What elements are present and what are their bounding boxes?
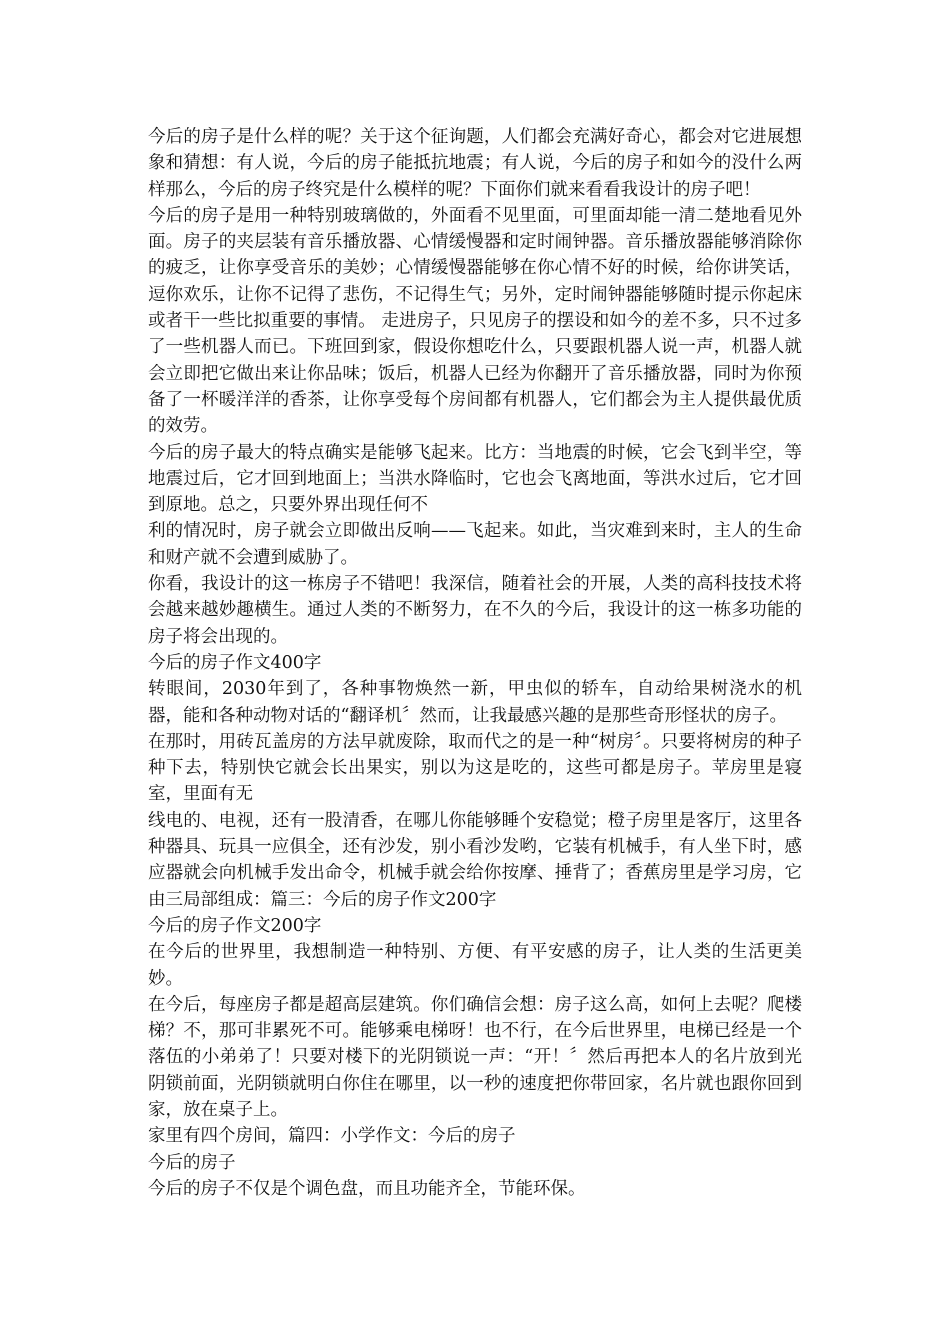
document-page	[148, 124, 802, 1202]
paragraph-skyscraper: 在今后，每座房子都是超高层建筑。你们确信会想：房子这么高，如何上去呢？爬楼梯？不，那可非累死不可。能够乘电梯呀！也不行，在今后世界里，电梯已经是一个落伍的小弟弟了！只要对楼下的光阴锁说一声：“开！〞然后再把本人的名片放到光阴锁前面，光阴锁就明白你住在哪里，以一秒的速度把你带回家，名片就也跟你回到家，放在桌子上。	[148, 994, 802, 1120]
paragraph-four-rooms: 家里有四个房间，篇四：小学作文：今后的房子	[148, 1126, 516, 1147]
paragraph-year-2030: 转眼间，2030年到了，各种事物焕然一新，甲虫似的轿车，自动给果树浇水的机器，能和各种动物对话的“翻译机〞然而，让我最感兴趣的是那些奇形怪状的房子。	[148, 679, 802, 726]
paragraph-flying-house: 今后的房子最大的特点确实是能够飞起来。比方：当地震的时候，它会飞到半空，等地震过后，它才回到地面上；当洪水降临时，它也会飞离地面，等洪水过后，它才回到原地。总之，只要外界出现任何不	[148, 442, 802, 516]
section-heading-future-house: 今后的房子	[148, 1152, 236, 1173]
paragraph-tree-house-continued: 线电的、电视，还有一股清香，在哪儿你能够睡个安稳觉；橙子房里是客厅，这里各种器具、玩具一应俱全，还有沙发，别小看沙发哟，它装有机械手，有人坐下时，感应器就会向机械手发出命令，机械手就会给你按摩、捶背了；香蕉房里是学习房，它由三局部组成：篇三：今后的房子作文200字	[148, 810, 802, 910]
paragraph-intro: 今后的房子是什么样的呢？关于这个征询题，人们都会充满好奇心，都会对它进展想象和猜想：有人说，今后的房子能抵抗地震；有人说，今后的房子和如今的没什么两样那么，今后的房子终究是什么模样的呢？下面你们就来看看我设计的房子吧！	[148, 127, 802, 200]
section-heading-400: 今后的房子作文400字	[148, 652, 322, 673]
paragraph-safe-house: 在今后的世界里，我想制造一种特别、方便、有平安感的房子，让人类的生活更美妙。	[148, 942, 802, 989]
section-heading-200: 今后的房子作文200字	[148, 915, 322, 936]
paragraph-flying-house-continued: 利的情况时，房子就会立即做出反响——飞起来。如此，当灾难到来时，主人的生命和财产就不会遭到威胁了。	[148, 521, 802, 568]
paragraph-conclusion: 你看，我设计的这一栋房子不错吧！我深信，随着社会的开展，人类的高科技技术将会越来越妙趣横生。通过人类的不断努力，在不久的今后，我设计的这一栋多功能的房子将会出现的。	[148, 574, 802, 647]
paragraph-tree-house: 在那时，用砖瓦盖房的方法早就废除，取而代之的是一种“树房〞。只要将树房的种子种下去，特别快它就会长出果实，别以为这是吃的，这些可都是房子。苹房里是寝室，里面有无	[148, 731, 802, 805]
paragraph-palette: 今后的房子不仅是个调色盘，而且功能齐全，节能环保。	[148, 1178, 586, 1199]
paragraph-glass-house: 今后的房子是用一种特别玻璃做的，外面看不见里面，可里面却能一清二楚地看见外面。房子的夹层装有音乐播放器、心情缓慢器和定时闹钟器。音乐播放器能够消除你的疲乏，让你享受音乐的美妙；心情缓慢器能够在你心情不好的时候，给你讲笑话，逗你欢乐，让你不记得了悲伤，不记得生气；另外，定时闹钟器能够随时提示你起床或者干一些比拟重要的事情。 走进房子，只见房子的摆设和如今的差不多，只不过多了一些机器人而已。下班回到家，假设你想吃什么，只要跟机器人说一声，机器人就会立即把它做出来让你品味；饭后，机器人已经为你翻开了音乐播放器，同时为你预备了一杯暖洋洋的香茶，让你享受每个房间都有机器人，它们都会为主人提供最优质的效劳。	[148, 205, 802, 437]
